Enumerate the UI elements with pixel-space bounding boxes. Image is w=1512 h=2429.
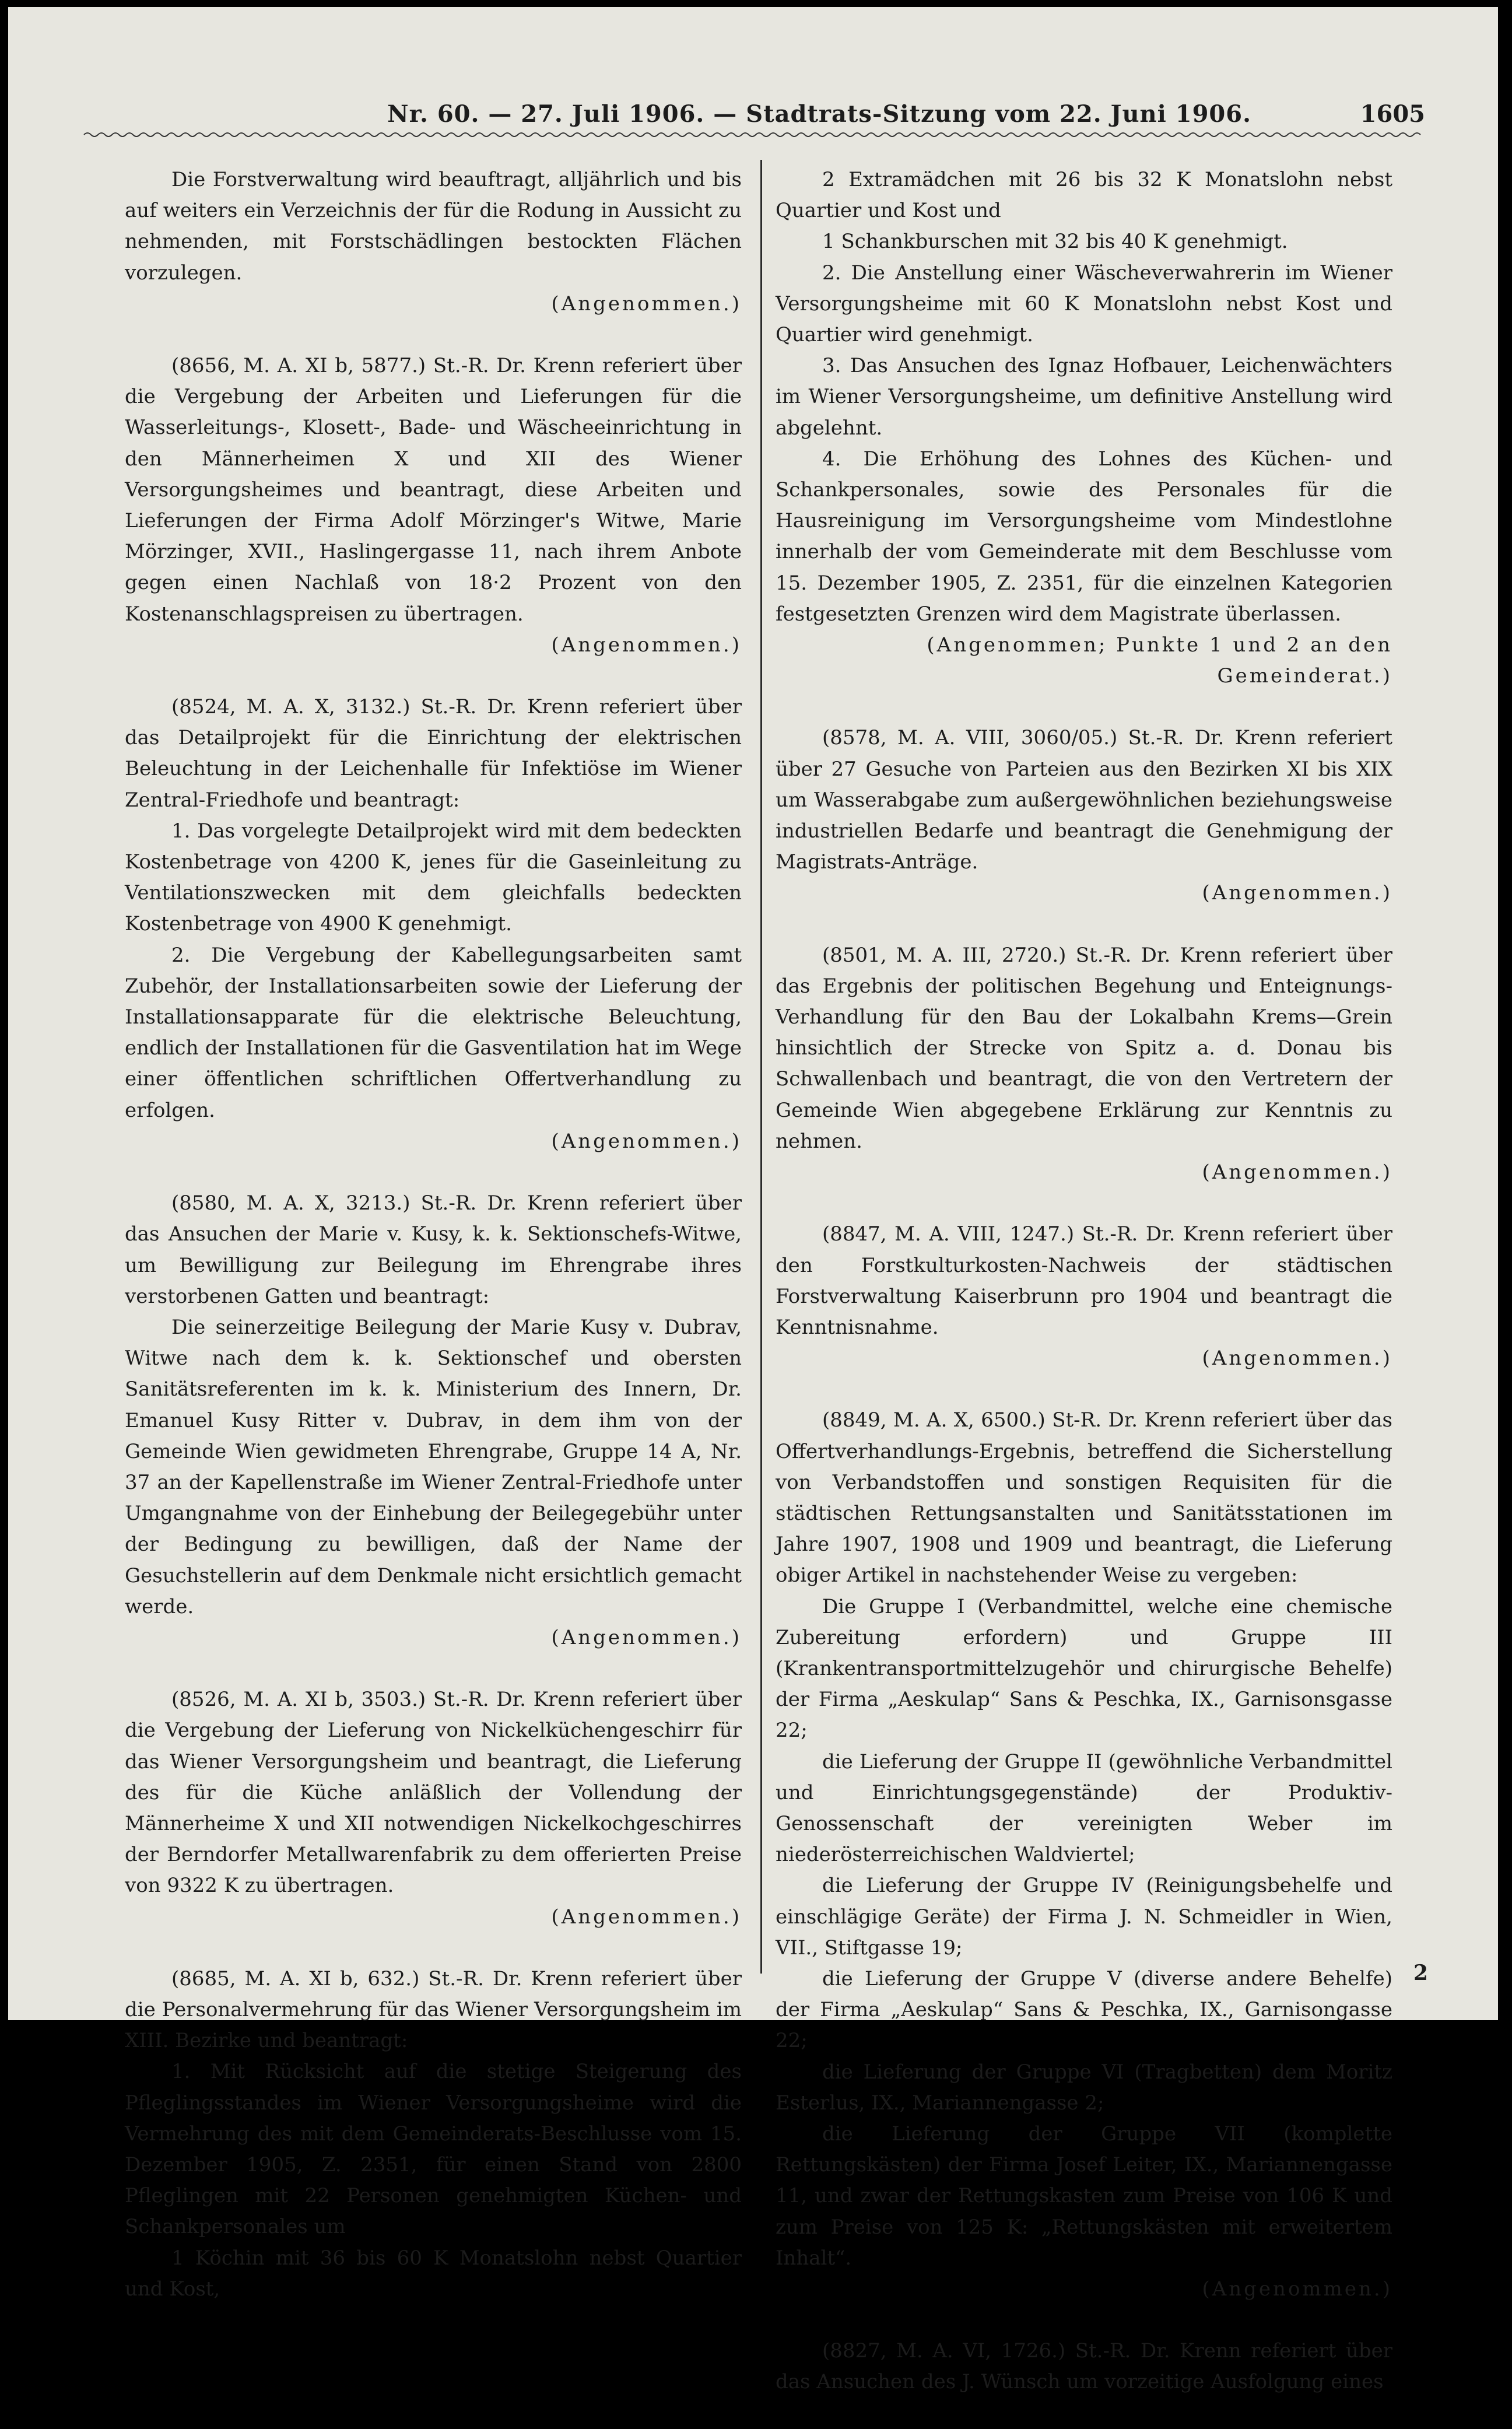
page-header <box>84 94 1425 135</box>
resolution-8501 <box>776 940 1392 1189</box>
header-title: Nr. 60. — 27. Juli 1906. — Stadtrats-Sitzung vom 22. Juni 1906. <box>387 100 1252 128</box>
paragraph: Die Forstverwaltung wird beauftragt, alljährlich und bis auf weiters ein Verzeichnis der für die Rodung in Aussicht zu nehmenden, mit Forstschädlingen bestockten Flächen vorzulegen. <box>125 168 742 285</box>
paragraph: (8501, M. A. III, 2720.) St.-R. Dr. Krenn referiert über das Ergebnis der politischen Begehung und Enteignungs-Verhandlung für den Bau der Lokalbahn Krems—Grein hinsichtlich der Strecke von Spitz a. d. Donau bis Schwallenbach und beantragt, die von den Vertretern der Gemeinde Wien abgegebene Erklärung zur Kenntnis zu nehmen. <box>776 943 1392 1153</box>
list-item: die Lieferung der Gruppe V (diverse andere Behelfe) der Firma „Aeskulap“ Sans & Peschka, IX., Garnisongasse 22; <box>776 1967 1392 2053</box>
result-accepted: (Angenommen.) <box>1202 881 1392 905</box>
list-item: 3. Das Ansuchen des Ignaz Hofbauer, Leichenwächters im Wiener Versorgungsheime, um definitive Anstellung wird abgelehnt. <box>776 354 1392 440</box>
paragraph: (8524, M. A. X, 3132.) St.-R. Dr. Krenn referiert über das Detailprojekt für die Einrichtung der elektrischen Beleuchtung in der Leichenhalle für Infektiöse im Wiener Zentral-Friedhofe und beantragt: <box>125 695 742 812</box>
paragraph: Die seinerzeitige Beilegung der Marie Kusy v. Dubrav, Witwe nach dem k. k. Sektionschef und obersten Sanitätsreferenten im k. k. Ministerium des Innern, Dr. Emanuel Kusy Ritter v. Dubrav, in dem ihm von der Gemeinde Wien gewidmeten Ehrengrabe, Gruppe 14 A, Nr. 37 an der Kapellenstraße im Wiener Zentral-Friedhofe unter Umgangnahme von der Einhebung der Beilegegebühr unter der Bedingung zu bewilligen, daß der Name der Gesuchstellerin auf dem Denkmale nicht ersichtlich gemacht werde. <box>125 1315 742 1618</box>
result-accepted: (Angenommen.) <box>551 1129 742 1153</box>
list-item: 2 Extramädchen mit 26 bis 32 K Monatslohn nebst Quartier und Kost und <box>776 168 1392 223</box>
resolution-8685-continued <box>776 164 1392 692</box>
column-divider <box>760 160 762 1974</box>
list-item: Die Gruppe I (Verbandmittel, welche eine chemische Zubereitung erfordern) und Gruppe III (Krankentransportmittelzugehör und chirurgische Behelfe) der Firma „Aeskulap“ Sans & Peschka, IX., Garnisonsgasse 22; <box>776 1594 1392 1743</box>
result-accepted: (Angenommen.) <box>1202 1161 1392 1184</box>
list-item: 1. Das vorgelegte Detailprojekt wird mit dem bedeckten Kostenbetrage von 4200 K, jenes für die Gaseinleitung zu Ventilationszwecken mit dem gleichfalls bedeckten Kostenbetrage von 4900 K genehmigt. <box>125 819 742 936</box>
resolution-8656 <box>125 350 742 661</box>
header-wavy-rule <box>84 131 1425 139</box>
list-item: die Lieferung der Gruppe VII (komplette Rettungskästen) der Firma Josef Leiter, IX., Mariannengasse 11, und zwar der Rettungskasten zum Preise von 106 K und zum Preise von 125 K: „Rettungskästen mit erweitertem Inhalt“. <box>776 2122 1392 2270</box>
resolution-8685 <box>125 1964 742 2305</box>
result-accepted: (Angenommen.) <box>1202 1347 1392 1371</box>
list-item: 1 Schankburschen mit 32 bis 40 K genehmigt. <box>822 230 1288 254</box>
result-accepted: (Angenommen.) <box>551 292 742 316</box>
right-column <box>776 164 1392 2429</box>
signature-mark: 2 <box>1413 1961 1428 1985</box>
list-item: 1 Köchin mit 36 bis 60 K Monatslohn nebst Quartier und Kost, <box>125 2246 742 2301</box>
list-item: 2. Die Vergebung der Kabellegungsarbeiten samt Zubehör, der Installationsarbeiten sowie der Lieferung der Installationsapparate für die elektrische Beleuchtung, endlich der Installationen für die Gasventilation hat im Wege einer öffentlichen schriftlichen Offertverhandlung zu erfolgen. <box>125 943 742 1122</box>
list-item: 2. Die Anstellung einer Wäscheverwahrerin im Wiener Versorgungsheime mit 60 K Monatslohn nebst Kost und Quartier wird genehmigt. <box>776 261 1392 347</box>
list-item: die Lieferung der Gruppe VI (Tragbetten) dem Moritz Esterlus, IX., Mariannengasse 2; <box>776 2060 1392 2115</box>
resolution-8524 <box>125 692 742 1157</box>
list-item: 1. Mit Rücksicht auf die stetige Steigerung des Pfleglingsstandes im Wiener Versorgungsheime wird die Vermehrung des mit dem Gemeinderats-Beschlusse vom 15. Dezember 1905, Z. 2351, für einen Stand von 2800 Pfleglingen mit 22 Personen genehmigten Küchen- und Schankpersonales um <box>125 2060 742 2239</box>
paragraph: (8827, M. A. VI, 1726.) St.-R. Dr. Krenn referiert über das Ansuchen des J. Wünsch um vorzeitige Ausfolgung eines <box>776 2339 1392 2394</box>
page-number: 1605 <box>1360 100 1425 128</box>
paragraph: (8847, M. A. VIII, 1247.) St.-R. Dr. Krenn referiert über den Forstkulturkosten-Nachweis der städtischen Forstverwaltung Kaiserbrunn pro 1904 und beantragt die Kenntnisnahme. <box>776 1222 1392 1339</box>
resolution-8580 <box>125 1188 742 1653</box>
resolution-8526 <box>125 1684 742 1933</box>
result-accepted: (Angenommen.) <box>1202 2277 1392 2301</box>
paragraph: (8656, M. A. XI b, 5877.) St.-R. Dr. Krenn referiert über die Vergebung der Arbeiten und Lieferungen für die Wasserleitungs-, Klosett-, Bade- und Wäscheeinrichtung in den Männerheimen X und XII des Wiener Versorgungsheimes und beantragt, diese Arbeiten und Lieferungen der Firma Adolf Mörzinger's Witwe, Marie Mörzinger, XVII., Haslingergasse 11, nach ihrem Anbote gegen einen Nachlaß von 18·2 Prozent von den Kostenanschlagspreisen zu übertragen. <box>125 354 742 626</box>
paragraph: (8578, M. A. VIII, 3060/05.) St.-R. Dr. Krenn referiert über 27 Gesuche von Parteien aus den Bezirken XI bis XIX um Wasserabgabe zum außergewöhnlichen beziehungsweise industriellen Bedarfe und beantragt die Genehmigung der Magistrats-Anträge. <box>776 726 1392 874</box>
left-column <box>125 164 742 2336</box>
resolution-forestry <box>125 164 742 320</box>
paragraph: (8580, M. A. X, 3213.) St.-R. Dr. Krenn referiert über das Ansuchen der Marie v. Kusy, k. k. Sektionschefs-Witwe, um Bewilligung zur Beilegung im Ehrengrabe ihres verstorbenen Gatten und beantragt: <box>125 1191 742 1308</box>
paragraph: (8685, M. A. XI b, 632.) St.-R. Dr. Krenn referiert über die Personalvermehrung für das Wiener Versorgungsheim im XIII. Bezirke und beantragt: <box>125 1967 742 2053</box>
result-accepted: (Angenommen.) <box>551 1905 742 1929</box>
list-item: die Lieferung der Gruppe IV (Reinigungsbehelfe und einschlägige Geräte) der Firma J. N. Schmeidler in Wien, VII., Stiftgasse 19; <box>776 1874 1392 1960</box>
result-accepted: (Angenommen.) <box>551 1625 742 1649</box>
result-accepted: (Angenommen.) <box>551 633 742 657</box>
resolution-8827 <box>776 2336 1392 2398</box>
list-item: 4. Die Erhöhung des Lohnes des Küchen- und Schankpersonales, sowie des Personales für die Hausreinigung im Versorgungsheime vom Mindestlohne innerhalb der vom Gemeinderate mit dem Beschlusse vom 15. Dezember 1905, Z. 2351, für die einzelnen Kategorien festgesetzten Grenzen wird dem Magistrate überlassen. <box>776 447 1392 626</box>
resolution-8847 <box>776 1219 1392 1374</box>
document-page <box>8 7 1498 2394</box>
paragraph: (8849, M. A. X, 6500.) St-R. Dr. Krenn referiert über das Offertverhandlungs-Ergebnis, betreffend die Sicherstellung von Verbandstoffen und sonstigen Requisiten für die städtischen Rettungsanstalten und Sanitätsstationen im Jahre 1907, 1908 und 1909 und beantragt, die Lieferung obiger Artikel in nachstehender Weise zu vergeben: <box>776 1408 1392 1587</box>
resolution-8849 <box>776 1405 1392 2305</box>
list-item: die Lieferung der Gruppe II (gewöhnliche Verbandmittel und Einrichtungsgegenstände) der Produktiv-Genossenschaft der vereinigten Weber im niederösterreichischen Waldviertel; <box>776 1750 1392 1867</box>
result-accepted: (Angenommen; Punkte 1 und 2 an den Gemeinderat.) <box>927 633 1392 688</box>
paragraph: (8526, M. A. XI b, 3503.) St.-R. Dr. Krenn referiert über die Vergebung der Lieferung von Nickelküchengeschirr für das Wiener Versorgungsheim und beantragt, die Lieferung des für die Küche anläßlich der Vollendung der Männerheime X und XII notwendigen Nickelkochgeschirres der Berndorfer Metallwarenfabrik zu dem offerierten Preise von 9322 K zu übertragen. <box>125 1688 742 1898</box>
resolution-8578 <box>776 723 1392 909</box>
